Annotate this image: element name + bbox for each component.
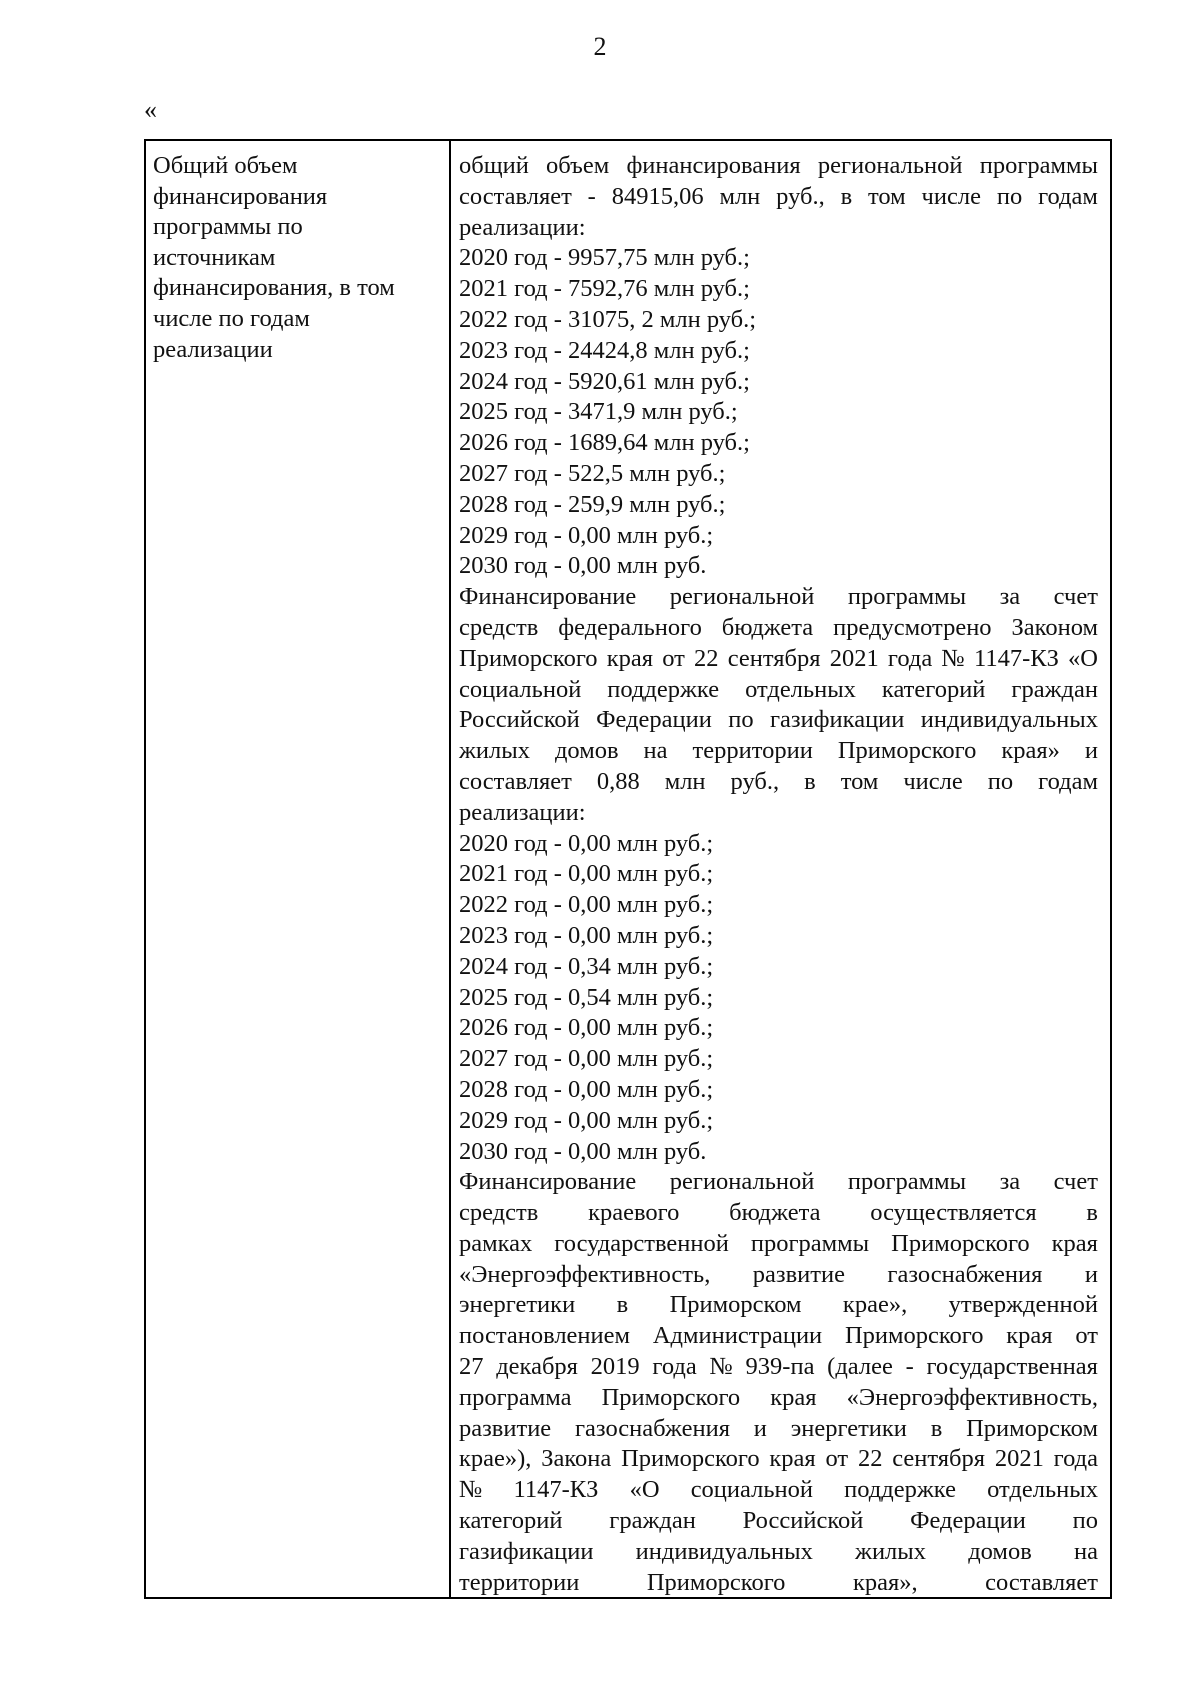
word: территории xyxy=(459,1568,580,1596)
word: региональной xyxy=(669,1168,815,1196)
word: программы xyxy=(979,152,1098,179)
word: «Энергоэффективность, xyxy=(846,1383,1098,1411)
word: индивидуальных xyxy=(920,706,1098,734)
year-amount-line: 2024 год - 0,34 млн руб.; xyxy=(459,952,714,980)
federal-years-list xyxy=(459,829,1098,1168)
word: газоснабжения xyxy=(887,1260,1043,1288)
year-amount-line: 2021 год - 0,00 млн руб.; xyxy=(459,860,714,888)
word: том xyxy=(868,182,906,210)
word: Приморского xyxy=(646,1568,786,1596)
word: краевого xyxy=(588,1199,680,1227)
word: домов xyxy=(968,1537,1032,1565)
paragraph-line xyxy=(459,1568,1098,1599)
word: том xyxy=(840,767,879,795)
word: года xyxy=(652,1353,697,1381)
paragraph-line xyxy=(459,1352,1098,1383)
word: развитие xyxy=(459,1414,552,1442)
word: и xyxy=(1084,737,1098,765)
word: государственная xyxy=(926,1353,1098,1381)
word: крае»), xyxy=(459,1445,532,1473)
word: руб., xyxy=(730,767,780,795)
word: и xyxy=(753,1414,767,1442)
year-amount-line: 2027 год - 522,5 млн руб.; xyxy=(459,459,726,487)
paragraph-line xyxy=(459,182,1098,213)
total-realization-label: реализации: xyxy=(459,213,586,241)
paragraph-line xyxy=(459,613,1098,644)
year-amount-line: 2021 год - 7592,76 млн руб.; xyxy=(459,275,750,303)
word: счет xyxy=(1053,583,1098,611)
word: Российской xyxy=(742,1507,864,1535)
word: годам xyxy=(1038,767,1098,795)
word: газификации xyxy=(769,706,905,734)
word: от xyxy=(1075,1322,1098,1350)
paragraph-line xyxy=(459,582,1098,613)
word: программа xyxy=(459,1383,572,1411)
regional-paragraph xyxy=(459,1167,1098,1598)
word: отдельных xyxy=(987,1476,1098,1504)
word: 939-па xyxy=(745,1353,815,1381)
word: постановлением xyxy=(459,1322,631,1350)
word: в xyxy=(840,182,853,210)
word: бюджета xyxy=(729,1199,821,1227)
word: 1147-КЗ xyxy=(513,1476,599,1504)
word: газификации xyxy=(459,1537,594,1565)
paragraph-line xyxy=(459,1444,1098,1475)
word: социальной xyxy=(459,675,582,703)
word: домов xyxy=(554,737,619,765)
paragraph-line xyxy=(459,1506,1098,1537)
opening-quote-mark: « xyxy=(144,95,157,124)
word: - xyxy=(905,1353,914,1381)
total-intro xyxy=(459,151,1098,213)
word: сентября xyxy=(727,644,821,672)
label-line: числе по годам xyxy=(153,304,310,332)
word: края xyxy=(1006,1322,1053,1350)
label-line: программы по xyxy=(153,213,303,241)
word: от xyxy=(662,644,685,672)
word: территории xyxy=(692,737,813,765)
word: энергетики xyxy=(459,1291,576,1319)
paragraph-line xyxy=(459,675,1098,706)
word: от xyxy=(825,1445,849,1473)
word: края xyxy=(769,1445,816,1473)
word: общий xyxy=(459,152,529,179)
word: по xyxy=(728,706,754,734)
word: № xyxy=(709,1353,733,1381)
year-amount-line: 2020 год - 0,00 млн руб.; xyxy=(459,829,714,857)
paragraph-line xyxy=(459,1537,1098,1568)
year-amount-line: 2026 год - 0,00 млн руб.; xyxy=(459,1014,714,1042)
word: числе xyxy=(921,182,981,210)
label-line: Общий объем xyxy=(153,152,298,179)
word: 22 xyxy=(694,644,719,672)
word: составляет xyxy=(459,767,572,795)
word: 2021 xyxy=(994,1445,1044,1473)
year-amount-line: 2023 год - 24424,8 млн руб.; xyxy=(459,336,750,364)
word: Приморском xyxy=(669,1291,802,1319)
word: края», xyxy=(852,1568,918,1596)
word: Федерации xyxy=(596,706,712,734)
word: в xyxy=(616,1291,629,1319)
year-amount-line: 2027 год - 0,00 млн руб.; xyxy=(459,1045,714,1073)
word: Приморского xyxy=(459,644,598,672)
word: жилых xyxy=(855,1537,926,1565)
label-line: финансирования xyxy=(153,182,328,210)
word: Приморского xyxy=(844,1322,984,1350)
word: Федерации xyxy=(910,1507,1026,1535)
word: 2021 xyxy=(829,644,879,672)
word: на xyxy=(643,737,668,765)
paragraph-line xyxy=(459,1414,1098,1445)
word: «О xyxy=(1068,644,1098,672)
label-line: финансирования, в том xyxy=(153,274,395,302)
word: жилых xyxy=(459,737,530,765)
year-amount-line: 2030 год - 0,00 млн руб. xyxy=(459,1137,707,1165)
word: счет xyxy=(1053,1168,1098,1196)
word: в xyxy=(1086,1199,1098,1227)
federal-realization-label: реализации: xyxy=(459,798,586,826)
word: рамках xyxy=(459,1229,533,1257)
word: - xyxy=(587,182,596,210)
paragraph-line xyxy=(459,1167,1098,1198)
year-amount-line: 2020 год - 9957,75 млн руб.; xyxy=(459,244,750,272)
paragraph-line xyxy=(459,1198,1098,1229)
paragraph-line xyxy=(459,644,1098,675)
word: «Энергоэффективность, xyxy=(459,1260,711,1288)
word: бюджета xyxy=(721,613,814,641)
word: развитие xyxy=(752,1260,845,1288)
word: края» xyxy=(1001,737,1060,765)
word: на xyxy=(1073,1537,1098,1565)
word: Финансирование xyxy=(459,583,637,611)
paragraph-line xyxy=(459,736,1098,767)
word: федерального xyxy=(558,613,702,641)
year-amount-line: 2028 год - 259,9 млн руб.; xyxy=(459,490,726,518)
word: социальной xyxy=(690,1476,813,1504)
paragraph-line xyxy=(459,1475,1098,1506)
word: Администрации xyxy=(652,1322,823,1350)
word: составляет xyxy=(985,1568,1098,1596)
word: (далее xyxy=(827,1353,893,1381)
word: по xyxy=(987,767,1014,795)
year-amount-line: 2030 год - 0,00 млн руб. xyxy=(459,552,707,580)
word: года xyxy=(1053,1445,1098,1473)
word: Приморского xyxy=(891,1229,1030,1257)
page-number: 2 xyxy=(593,32,607,61)
word: 84915,06 xyxy=(611,182,704,210)
word: «О xyxy=(629,1476,660,1504)
word: газоснабжения xyxy=(574,1414,730,1442)
word: за xyxy=(999,583,1021,611)
word: млн xyxy=(719,182,761,210)
year-amount-line: 2029 год - 0,00 млн руб.; xyxy=(459,1106,714,1134)
word: края xyxy=(606,644,654,672)
paragraph-line xyxy=(459,1290,1098,1321)
total-years-list xyxy=(459,243,1098,582)
word: индивидуальных xyxy=(635,1537,813,1565)
word: млн xyxy=(664,767,706,795)
word: крае», xyxy=(842,1291,908,1319)
word: категорий xyxy=(881,675,986,703)
word: программы xyxy=(750,1229,870,1257)
word: Финансирование xyxy=(459,1168,637,1196)
word: числе xyxy=(903,767,963,795)
word: поддержке xyxy=(844,1476,956,1504)
word: энергетики xyxy=(790,1414,907,1442)
word: предусмотрено xyxy=(833,613,992,641)
word: средств xyxy=(459,1199,539,1227)
federal-paragraph xyxy=(459,582,1098,798)
word: утвержденной xyxy=(948,1291,1098,1319)
word: Приморского xyxy=(621,1445,760,1473)
word: программы xyxy=(847,583,967,611)
word: осуществляется xyxy=(870,1199,1037,1227)
word: Приморского xyxy=(601,1383,741,1411)
paragraph-line xyxy=(459,151,1098,182)
word: государственной xyxy=(554,1229,729,1257)
word: в xyxy=(930,1414,943,1442)
word: № xyxy=(941,644,965,672)
word: категорий xyxy=(459,1507,563,1535)
year-amount-line: 2028 год - 0,00 млн руб.; xyxy=(459,1075,714,1103)
word: и xyxy=(1084,1260,1098,1288)
word: средств xyxy=(459,613,539,641)
word: граждан xyxy=(609,1507,696,1535)
paragraph-line xyxy=(459,1321,1098,1352)
label-line: реализации xyxy=(153,335,273,363)
paragraph-line xyxy=(459,1260,1098,1291)
word: сентября xyxy=(892,1445,986,1473)
year-amount-line: 2029 год - 0,00 млн руб.; xyxy=(459,521,714,549)
word: края xyxy=(770,1383,817,1411)
word: 0,88 xyxy=(596,767,640,795)
word: региональной xyxy=(817,152,963,179)
word: Приморского xyxy=(837,737,977,765)
word: граждан xyxy=(1011,675,1098,703)
word: 27 xyxy=(459,1353,484,1381)
word: № xyxy=(459,1476,483,1504)
word: 22 xyxy=(857,1445,883,1473)
word: годам xyxy=(1038,182,1098,210)
paragraph-line xyxy=(459,767,1098,798)
year-amount-line: 2025 год - 3471,9 млн руб.; xyxy=(459,398,738,426)
word: Законом xyxy=(1011,613,1098,641)
word: декабря xyxy=(496,1353,578,1381)
label-line: источникам xyxy=(153,243,276,271)
paragraph-line xyxy=(459,1229,1098,1260)
word: 2019 xyxy=(590,1353,640,1381)
table-label-cell xyxy=(146,141,451,1597)
word: программы xyxy=(847,1168,967,1196)
word: региональной xyxy=(669,583,815,611)
word: за xyxy=(999,1168,1021,1196)
word: поддержке xyxy=(607,675,720,703)
table-value-cell xyxy=(451,141,1110,1597)
word: края xyxy=(1051,1229,1098,1257)
paragraph-line xyxy=(459,1383,1098,1414)
word: Приморском xyxy=(966,1414,1098,1442)
word: по xyxy=(996,182,1023,210)
year-amount-line: 2026 год - 1689,64 млн руб.; xyxy=(459,429,750,457)
year-amount-line: 2023 год - 0,00 млн руб.; xyxy=(459,921,714,949)
year-amount-line: 2025 год - 0,54 млн руб.; xyxy=(459,983,714,1011)
word: Закона xyxy=(541,1445,612,1473)
year-amount-line: 2022 год - 31075, 2 млн руб.; xyxy=(459,305,757,333)
year-amount-line: 2024 год - 5920,61 млн руб.; xyxy=(459,367,750,395)
paragraph-line xyxy=(459,705,1098,736)
word: объем xyxy=(546,152,610,179)
word: составляет xyxy=(459,182,572,210)
word: финансирования xyxy=(626,152,801,179)
word: руб., xyxy=(776,182,825,210)
word: Российской xyxy=(459,706,580,734)
word: в xyxy=(804,767,816,795)
year-amount-line: 2022 год - 0,00 млн руб.; xyxy=(459,891,714,919)
word: отдельных xyxy=(745,675,856,703)
word: по xyxy=(1072,1507,1098,1535)
word: года xyxy=(887,644,933,672)
word: 1147-КЗ xyxy=(973,644,1059,672)
financing-table xyxy=(144,139,1112,1599)
